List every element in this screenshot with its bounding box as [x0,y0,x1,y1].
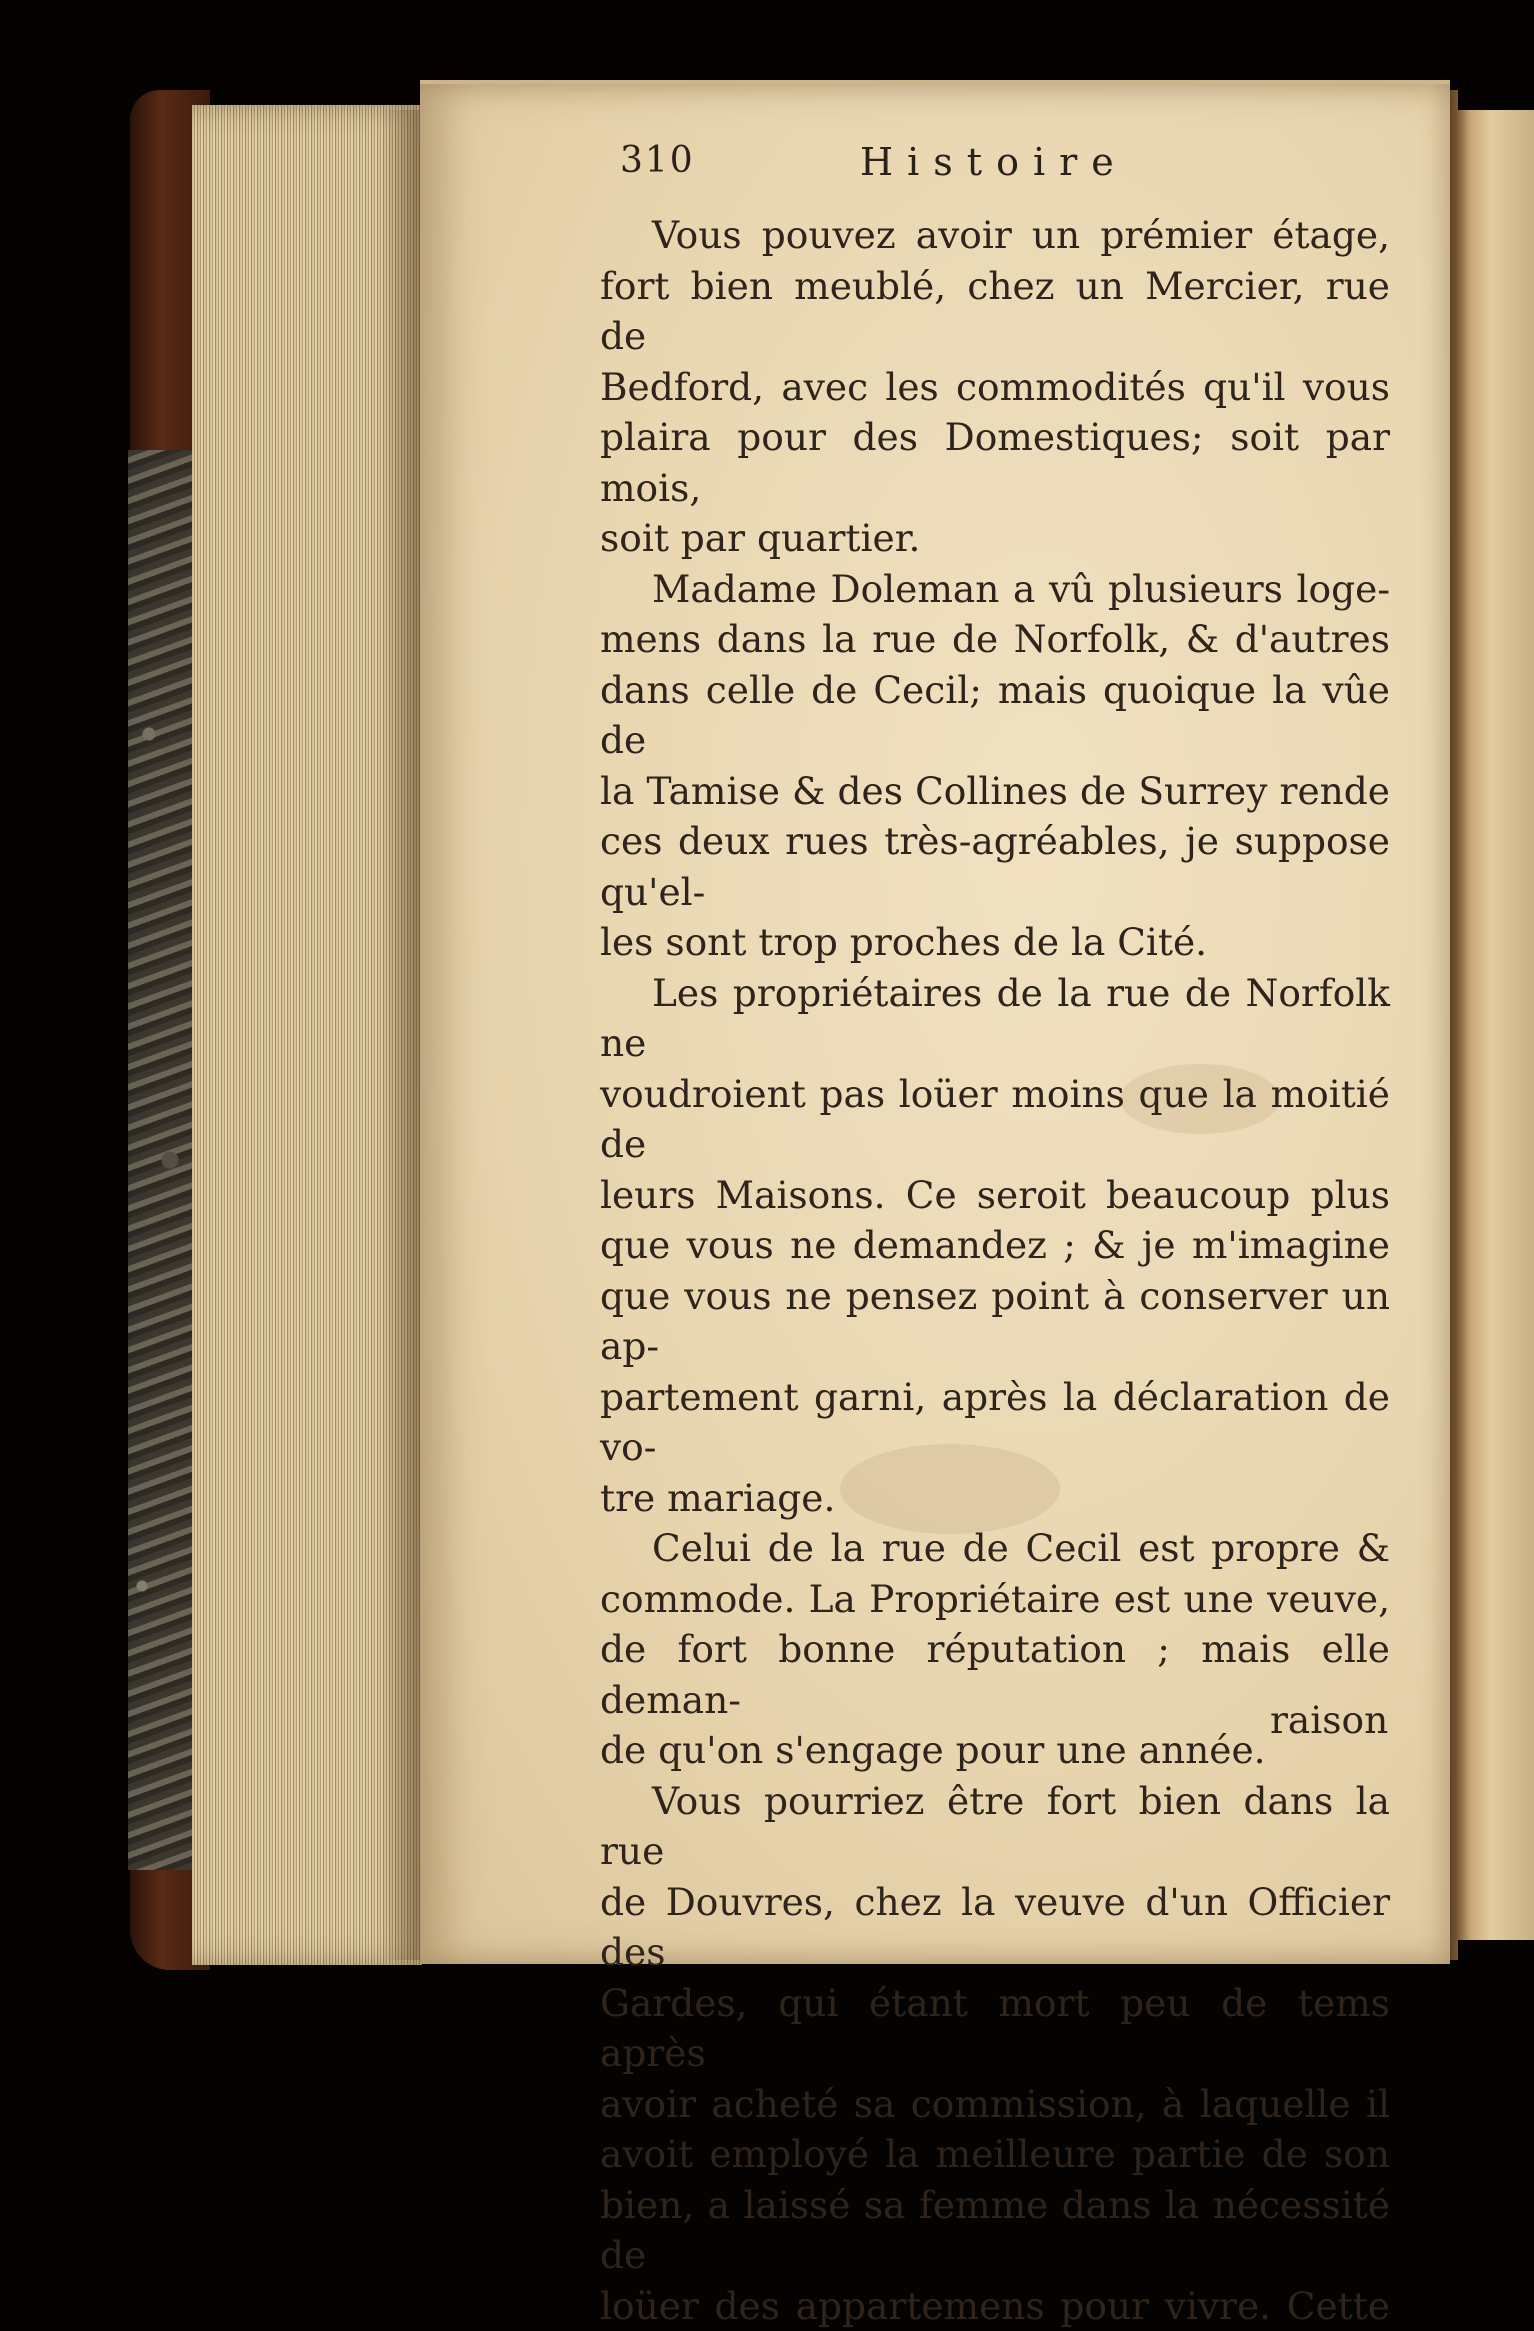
text-line: Bedford, avec les commodités qu'il vous [600,362,1390,413]
text-line: que vous ne pensez point à conserver un ap- [600,1271,1390,1372]
text-line: la Tamise & des Collines de Surrey rende [600,766,1390,817]
page-number: 310 [620,140,695,181]
running-head [620,140,1340,200]
text-line: voudroient pas loüer moins que la moitié de [600,1069,1390,1170]
header-title: Histoire [860,140,1128,184]
text-line: de Douvres, chez la veuve d'un Officier des [600,1877,1390,1978]
text-line: commode. La Propriétaire est une veuve, [600,1574,1390,1625]
text-line: avoit employé la meilleure partie de son [600,2129,1390,2180]
text-line: Madame Doleman a vû plusieurs loge- [600,564,1390,615]
text-line: de fort bonne réputation ; mais elle deman- [600,1624,1390,1725]
text-line: plaira pour des Domestiques; soit par mois, [600,412,1390,513]
text-line: de qu'on s'engage pour une année. [600,1725,1390,1776]
text-line: ces deux rues très-agréables, je suppose qu'el- [600,816,1390,917]
text-line: fort bien meublé, chez un Mercier, rue de [600,261,1390,362]
facing-page [1455,110,1534,1940]
text-line: leurs Maisons. Ce seroit beaucoup plus [600,1170,1390,1221]
marbled-cover [128,450,198,1870]
text-line: tre mariage. [600,1473,1390,1524]
text-line: Celui de la rue de Cecil est propre & [600,1523,1390,1574]
text-line: les sont trop proches de la Cité. [600,917,1390,968]
text-line: Les propriétaires de la rue de Norfolk ne [600,968,1390,1069]
catchword: raison [1270,1698,1388,1742]
text-line: Vous pourriez être fort bien dans la rue [600,1776,1390,1877]
text-line: que vous ne demandez ; & je m'imagine [600,1220,1390,1271]
text-line: loüer des appartemens pour vivre. Cette [600,2281,1390,2331]
text-line: bien, a laissé sa femme dans la nécessité de [600,2180,1390,2281]
text-line: Gardes, qui étant mort peu de tems après [600,1978,1390,2079]
text-line: mens dans la rue de Norfolk, & d'autres [600,614,1390,665]
text-line: partement garni, après la déclaration de vo- [600,1372,1390,1473]
text-line: avoir acheté sa commission, à laquelle il [600,2079,1390,2130]
text-line: Vous pouvez avoir un prémier étage, [600,210,1390,261]
text-line: dans celle de Cecil; mais quoique la vûe de [600,665,1390,766]
text-line: soit par quartier. [600,513,1390,564]
body-text [600,210,1390,2331]
